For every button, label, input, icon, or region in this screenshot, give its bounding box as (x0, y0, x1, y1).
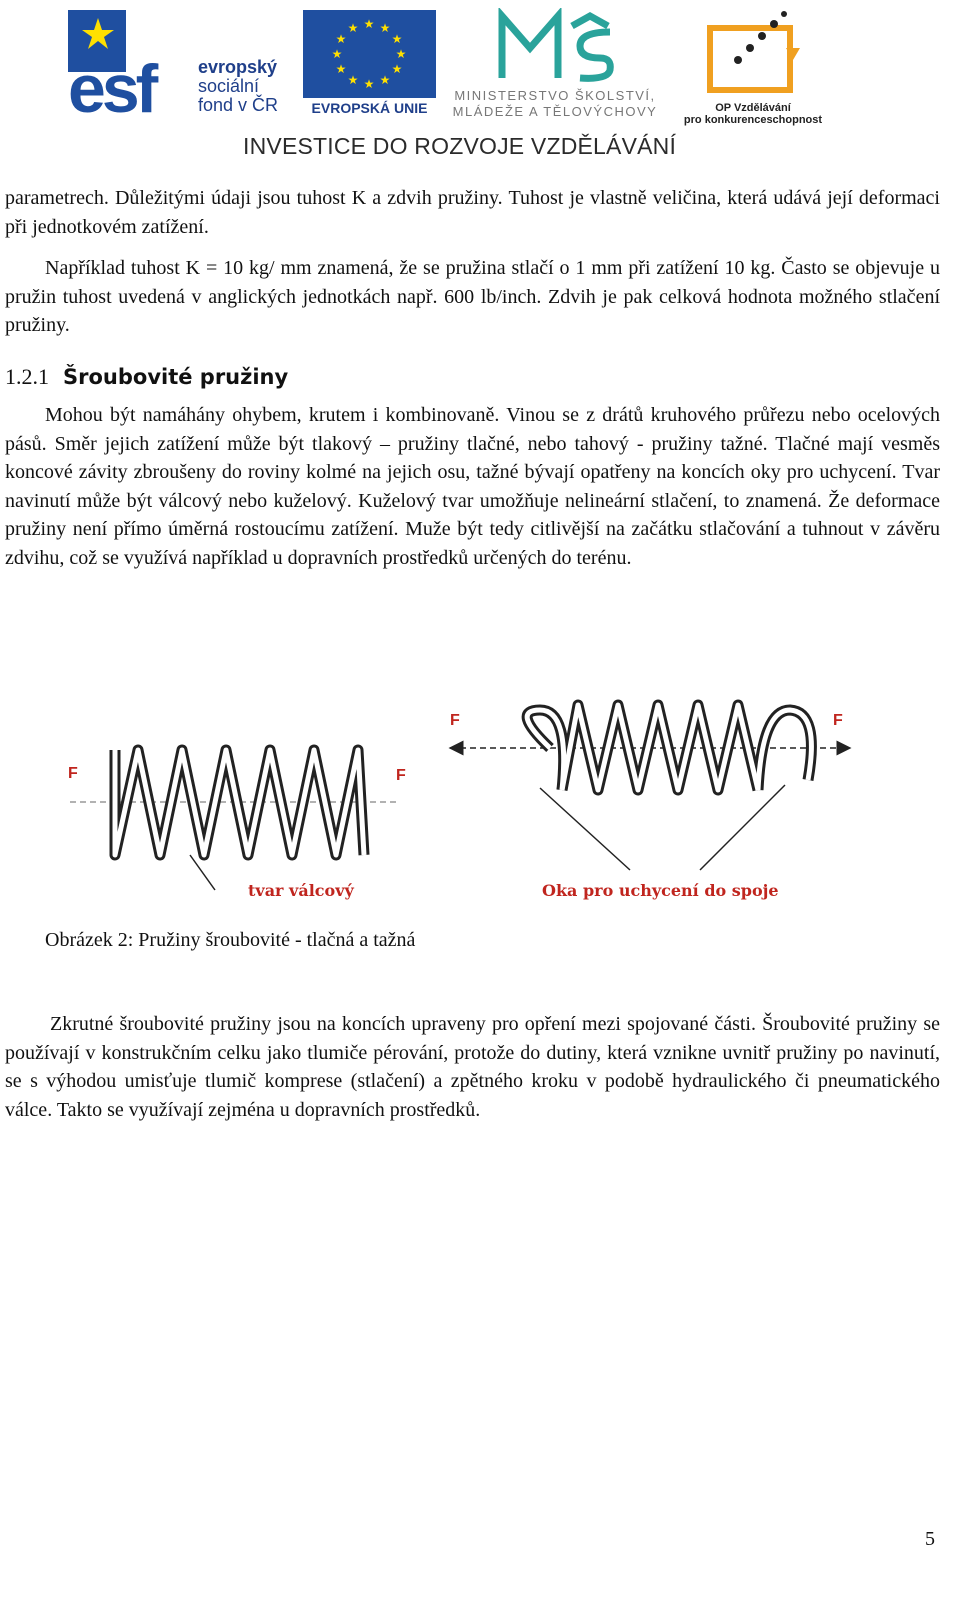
svg-text:★: ★ (347, 21, 359, 35)
svg-text:★: ★ (391, 62, 403, 76)
esf-line-2: sociální (198, 76, 260, 96)
springs-figure (50, 690, 870, 910)
op-logo (678, 8, 828, 126)
svg-text:★: ★ (331, 47, 343, 61)
svg-text:★: ★ (391, 32, 403, 46)
esf-logo (68, 10, 293, 120)
op-text (678, 102, 828, 126)
eu-logo (303, 10, 436, 120)
svg-text:★: ★ (363, 17, 375, 31)
springs-illustration (50, 690, 870, 910)
paragraph-3: Mohou být namáhány ohybem, krutem i kombinovaně. Vinou se z drátů kruhového průřezu nebo ocelových pásů. Směr jejich zatížení může být tlakový – pružiny tlačné, nebo tahový - pružiny tažné. Tlačné mají vesměs koncové závity zbroušeny do roviny kolmé na jejich osu, tažné bývají opatřeny na koncích oky pro uchycení. Tvar navinutí může být válcový nebo kuželový. Kuželový tvar umožňuje nelineární stlačení, to znamená. Že deformace pružiny není přímo úměrná rostoucímu zatížení. Muže být tedy citlivější na začátku stlačování a tuhnout v závěru zdvihu, což se využívá například u dopravních prostředků určených do terénu. (5, 404, 940, 569)
op-graphic (678, 8, 828, 98)
figure-caption: Obrázek 2: Pružiny šroubovité - tlačná a tažná (45, 929, 416, 951)
force-label-4: F (833, 712, 843, 729)
op-line-1: OP Vzdělávání (715, 102, 791, 114)
page-number: 5 (925, 1528, 935, 1550)
esf-line-1: evropský (198, 57, 278, 77)
label-eyes: Oka pro uchycení do spoje (542, 881, 779, 900)
investice-banner: INVESTICE DO ROZVOJE VZDĚLÁVÁNÍ (243, 133, 677, 159)
eu-flag-icon (303, 10, 436, 98)
svg-text:★: ★ (363, 77, 375, 91)
svg-text:★: ★ (379, 21, 391, 35)
op-line-2: pro konkurenceschopnost (683, 114, 823, 126)
svg-text:★: ★ (347, 73, 359, 87)
section-number: 1.2.1 (5, 364, 49, 389)
label-cylindrical: tvar válcový (248, 881, 354, 900)
esf-line-3: fond v ČR (198, 95, 279, 115)
msmt-graphic (440, 8, 670, 84)
paragraph-1: parametrech. Důležitými údaji jsou tuhost K a zdvih pružiny. Tuhost je vlastně veličina, která udává její deformaci při jednotkovém zatížení. (5, 187, 940, 238)
paragraph-2: Například tuhost K = 10 kg/ mm znamená, že se pružina stlačí o 1 mm při zatížení 10 kg. Často se objevuje u pružin tuhost uvedená v anglických jednotkách např. 600 lb/inch. Zdvih je pak celková hodnota možného stlačení pružiny. (5, 257, 940, 336)
force-label-2: F (396, 767, 406, 784)
svg-text:esf: esf (68, 51, 155, 120)
eu-label: EVROPSKÁ UNIE (311, 100, 428, 116)
svg-text:★: ★ (335, 32, 347, 46)
msmt-logo (440, 8, 670, 120)
msmt-line-2: MLÁDEŽE A TĚLOVÝCHOVY (452, 104, 658, 119)
compression-spring (70, 750, 400, 890)
force-label-3: F (450, 712, 460, 729)
section-title: Šroubovité pružiny (63, 365, 289, 389)
svg-text:★: ★ (395, 47, 407, 61)
paragraph-4: Zkrutné šroubovité pružiny jsou na koncích upraveny pro opření mezi spojované části. Šroubovité pružiny se používají v konstrukčním celku jako tlumiče pérování, protože do dutiny, která vznikne uvnitř pružiny po navinutí, se s výhodou umisťuje tlumič komprese (stlačení) a zpětného kroku v podobě hydraulického či pneumatického válce. Takto se využívají zejména u dopravních prostředků. (5, 1013, 940, 1121)
tension-spring (450, 705, 850, 870)
page-header (0, 0, 960, 165)
msmt-line-1: MINISTERSTVO ŠKOLSTVÍ, (454, 88, 656, 103)
svg-text:★: ★ (379, 73, 391, 87)
svg-text:★: ★ (335, 62, 347, 76)
section-heading (5, 364, 288, 390)
esf-text (198, 58, 278, 115)
force-label-1: F (68, 765, 78, 782)
